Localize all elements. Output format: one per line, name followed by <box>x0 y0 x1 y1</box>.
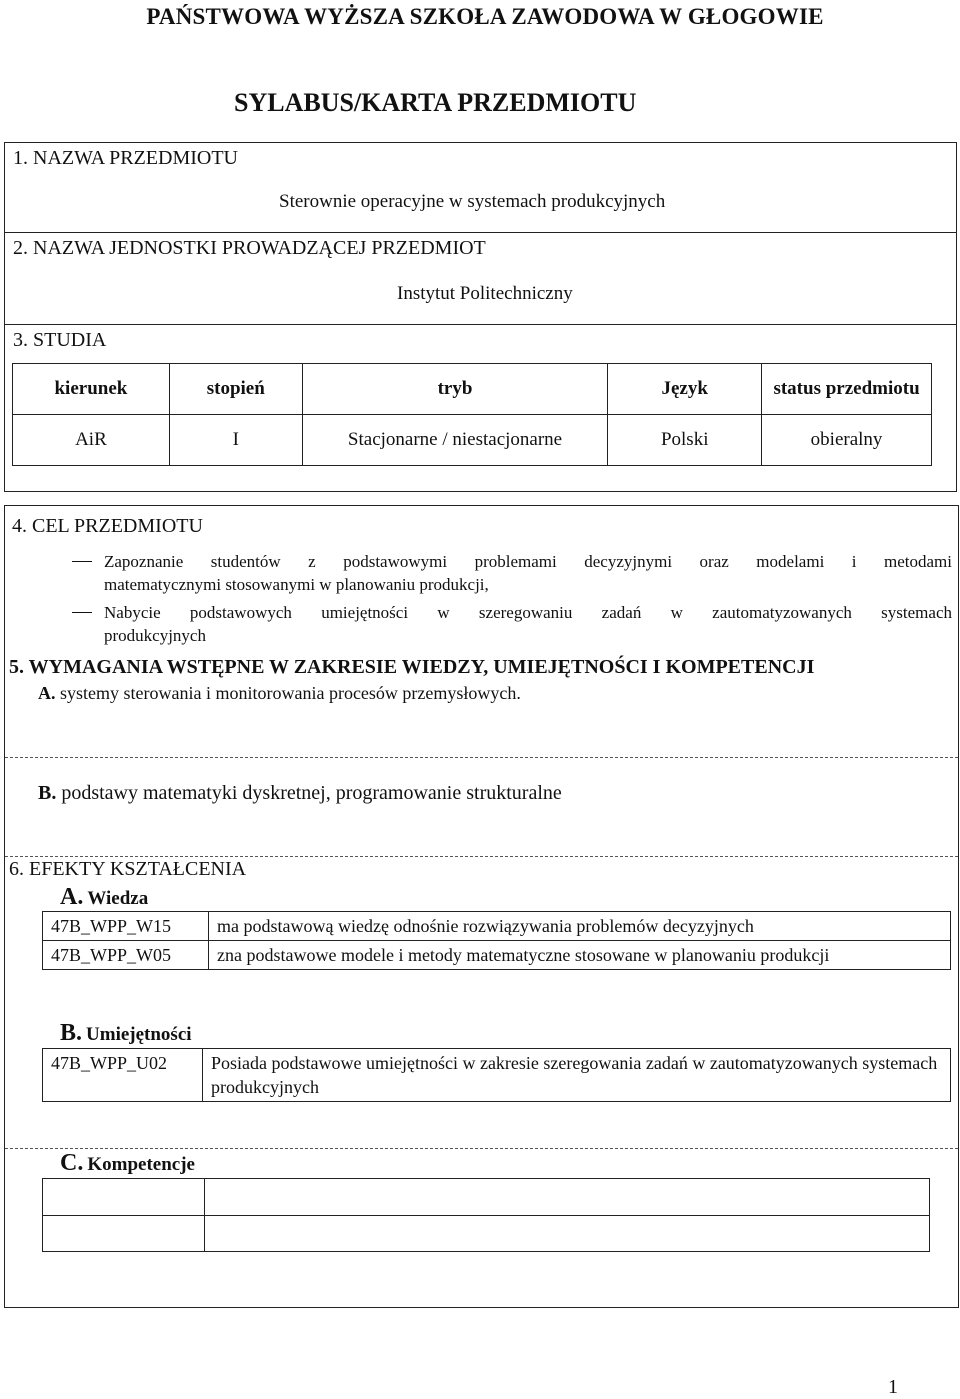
skills-table <box>42 1048 951 1102</box>
unit-name: Instytut Politechniczny <box>397 283 573 304</box>
section-4-label: 4. CEL PRZEDMIOTU <box>12 515 203 537</box>
goal-item <box>104 601 952 647</box>
dashed-divider <box>5 757 958 758</box>
section-2-label: 2. NAZWA JEDNOSTKI PROWADZĄCEJ PRZEDMIOT <box>13 237 486 259</box>
goal-item-line1: Nabycie podstawowych umiejętności w szeregowaniu zadań w zautomatyzowanych systemach <box>104 603 952 622</box>
header-tryb: tryb <box>302 364 608 415</box>
effect-text: zna podstawowe modele i metody matematyczne stosowane w planowaniu produkcji <box>209 941 951 970</box>
divider <box>5 324 956 325</box>
value-jezyk: Polski <box>608 415 762 466</box>
studies-header-row <box>13 364 932 415</box>
prereq-a-letter: A. <box>38 683 56 703</box>
header-kierunek: kierunek <box>13 364 170 415</box>
effects-a-heading <box>60 884 148 911</box>
course-name: Sterownie operacyjne w systemach produkcyjnych <box>279 191 666 212</box>
institution-title: PAŃSTWOWA WYŻSZA SZKOŁA ZAWODOWA W GŁOGOWIE <box>146 4 824 29</box>
prereq-a-text: systemy sterowania i monitorowania procesów przemysłowych. <box>60 683 521 703</box>
goal-item-line2: matematycznymi stosowanymi w planowaniu produkcji, <box>104 575 489 594</box>
header-stopien: stopień <box>169 364 302 415</box>
page-number: 1 <box>888 1376 898 1398</box>
divider <box>5 232 956 233</box>
dashed-divider <box>5 856 958 857</box>
effects-b-letter: B. <box>60 1020 83 1046</box>
effect-code: 47B_WPP_W05 <box>43 941 209 970</box>
table-row <box>43 912 951 941</box>
effect-code <box>43 1179 205 1216</box>
effects-c-title: Kompetencje <box>87 1154 195 1175</box>
effects-b-title: Umiejętności <box>86 1024 192 1045</box>
studies-table <box>12 363 932 466</box>
document-title: SYLABUS/KARTA PRZEDMIOTU <box>234 88 637 117</box>
value-tryb: Stacjonarne / niestacjonarne <box>302 415 608 466</box>
effect-code: 47B_WPP_U02 <box>43 1049 203 1102</box>
effect-text <box>205 1179 930 1216</box>
section-3-label: 3. STUDIA <box>13 329 107 351</box>
prereq-a <box>38 683 521 704</box>
prereq-b <box>38 782 562 805</box>
effects-a-title: Wiedza <box>87 888 149 909</box>
section-6-label: 6. EFEKTY KSZTAŁCENIA <box>9 858 247 880</box>
effect-text <box>205 1215 930 1252</box>
prereq-b-letter: B. <box>38 782 57 804</box>
goal-item-line1: Zapoznanie studentów z podstawowymi problemami decyzyjnymi oraz modelami i metodami <box>104 552 952 571</box>
competences-table <box>42 1178 930 1252</box>
effect-text: Posiada podstawowe umiejętności w zakresie szeregowania zadań w zautomatyzowanych systemach produkcyjnych <box>203 1049 951 1102</box>
dash-bullet-icon <box>72 561 92 562</box>
table-row <box>43 1179 930 1216</box>
effects-c-letter: C. <box>60 1150 84 1176</box>
effect-code <box>43 1215 205 1252</box>
knowledge-table <box>42 911 951 970</box>
effect-code: 47B_WPP_W15 <box>43 912 209 941</box>
section-5-label: 5. WYMAGANIA WSTĘPNE W ZAKRESIE WIEDZY, UMIEJĘTNOŚCI I KOMPETENCJI <box>9 656 815 678</box>
value-kierunek: AiR <box>13 415 170 466</box>
section-1-label: 1. NAZWA PRZEDMIOTU <box>13 147 238 169</box>
value-stopien: I <box>169 415 302 466</box>
header-jezyk: Język <box>608 364 762 415</box>
effect-text: ma podstawową wiedzę odnośnie rozwiązywania problemów decyzyjnych <box>209 912 951 941</box>
goal-item-line2: produkcyjnych <box>104 626 206 645</box>
studies-value-row <box>13 415 932 466</box>
value-status: obieralny <box>762 415 932 466</box>
table-row <box>43 941 951 970</box>
header-status: status przedmiotu <box>762 364 932 415</box>
effects-c-heading <box>60 1150 195 1177</box>
dashed-divider <box>5 1148 958 1149</box>
table-row <box>43 1049 951 1102</box>
effects-a-letter: A. <box>60 884 84 910</box>
goal-item <box>104 550 952 596</box>
dash-bullet-icon <box>72 612 92 613</box>
effects-b-heading <box>60 1020 192 1047</box>
prereq-b-text: podstawy matematyki dyskretnej, programowanie strukturalne <box>61 782 562 804</box>
table-row <box>43 1215 930 1252</box>
